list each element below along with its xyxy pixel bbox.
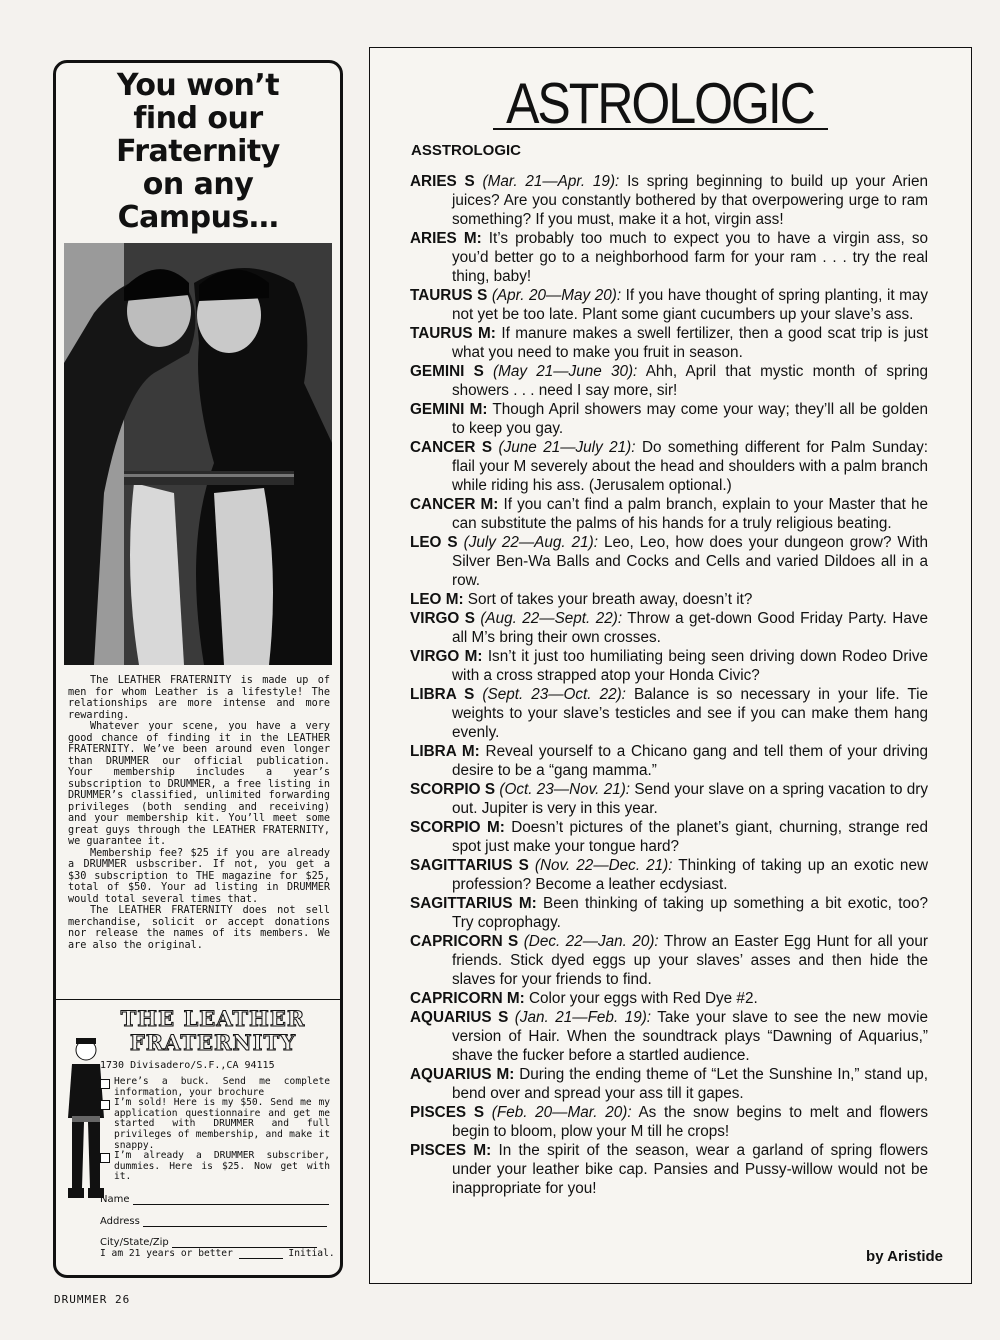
horoscope-entry [410, 989, 928, 1008]
horoscope-entry [410, 856, 928, 894]
entry-text: Take your slave to see the new movie version of Hair. When the soundtrack plays “Dawning of Aquarius,” shave the fucker before a startled audience. [452, 1009, 928, 1064]
sign-label: GEMINI S [410, 363, 484, 380]
date-range: (Oct. 23—Nov. 21): [499, 781, 631, 798]
headline-line: You won’t [116, 68, 280, 103]
sign-label: CAPRICORN S [410, 933, 519, 950]
headline-line: on any [142, 167, 254, 202]
address-label: Address [100, 1216, 140, 1227]
city-line[interactable] [172, 1238, 317, 1248]
headline-line: find our [133, 101, 263, 136]
sign-label: PISCES M: [410, 1142, 492, 1159]
ad-body-text [68, 675, 330, 951]
horoscope-entry [410, 1008, 928, 1065]
fraternity-brand [98, 1007, 328, 1055]
city-label: City/State/Zip [100, 1237, 169, 1248]
headline-line: Fraternity [116, 134, 280, 169]
horoscope-entry [410, 1141, 928, 1198]
entry-text: Isn’t it just too humiliating being seen driving down Rodeo Drive with a cross strapped atop your Honda Civic? [452, 648, 929, 684]
sign-label: SCORPIO S [410, 781, 496, 798]
name-line[interactable] [133, 1195, 329, 1205]
horoscope-entry [410, 742, 928, 780]
horoscope-entry [410, 1103, 928, 1141]
date-range: (Feb. 20—Mar. 20): [491, 1104, 632, 1121]
name-field[interactable] [100, 1194, 329, 1205]
entry-text: Is spring beginning to build up your Arien juices? Are you constantly bothered by that overpowering urge to ram something? If you must, make it a hot, virgin ass! [452, 173, 929, 228]
name-label: Name [100, 1194, 130, 1205]
horoscope-entry [410, 609, 928, 647]
date-range: (Mar. 21—Apr. 19): [482, 173, 620, 190]
horoscope-entry [410, 495, 928, 533]
fraternity-ad [53, 60, 343, 1278]
entry-text: During the ending theme of “Let the Sunshine In,” stand up, bend over and spread your ass till it gapes. [452, 1066, 928, 1102]
sign-label: CANCER M: [410, 496, 499, 513]
date-range: (Apr. 20—May 20): [491, 287, 622, 304]
ad-paragraph: The LEATHER FRATERNITY is made up of men for whom Leather is a lifestyle! The relationships are more intense and more rewarding. [68, 675, 330, 721]
sign-label: LIBRA S [410, 686, 475, 703]
entry-text: It’s probably too much to expect you to have a virgin ass, so you’d better go to a neighborhood farm for your ram . . . try the real thing, baby! [452, 230, 928, 285]
entry-text: Sort of takes your breath away, doesn’t it? [467, 591, 753, 608]
sign-label: GEMINI M: [410, 401, 488, 418]
column-subtitle: ASSTROLOGIC [411, 142, 522, 159]
horoscope-entry [410, 362, 928, 400]
date-range: (July 22—Aug. 21): [463, 534, 598, 551]
option-label: Here’s a buck. Send me complete information, your brochure [114, 1076, 330, 1098]
sign-label: TAURUS S [410, 287, 488, 304]
sign-label: LIBRA M: [410, 743, 480, 760]
sign-label: ARIES M: [410, 230, 482, 247]
sign-label: LEO M: [410, 591, 464, 608]
ad-paragraph: Whatever your scene, you have a very good chance of finding it in the LEATHER FRATERNITY. We’ve been around even longer than DRUMMER our official publication. Your membership includes a year’s subscription to DRUMMER, a free listing in DRUMMER’s classified, unlimited forwarding privileges (both sending and receiving) and your membership kit. You’ll meet some great guys through the LEATHER FRATERNITY, we guarantee it. [68, 721, 330, 847]
entry-text: Send your slave on a spring vacation to dry out. Jupiter is very in this year. [452, 781, 929, 817]
sign-label: SAGITTARIUS M: [410, 895, 537, 912]
option-label: I’m already a DRUMMER subscriber, dummies. Here is $25. Now get with it. [114, 1150, 330, 1183]
astrologic-column [369, 47, 972, 1284]
entry-text: If you have thought of spring planting, it may not yet be too late. Plant some giant cucumbers up your slave’s ass. [452, 287, 929, 323]
city-field[interactable] [100, 1237, 317, 1248]
address-field[interactable] [100, 1216, 327, 1227]
entry-text: Leo, Leo, how does your dungeon grow? With Silver Ben-Wa Balls and Cocks and Cells and varied Dildoes all in a row. [452, 534, 929, 589]
leather-men-photo [64, 243, 332, 665]
date-range: (Jan. 21—Feb. 19): [514, 1009, 652, 1026]
horoscope-entry [410, 533, 928, 590]
horoscope-entry [410, 438, 928, 495]
entry-text: Been thinking of taking up something a bit exotic, too? Try coprophagy. [452, 895, 928, 931]
sign-label: PISCES S [410, 1104, 485, 1121]
option-full-membership[interactable] [100, 1098, 330, 1151]
age-field[interactable] [100, 1248, 335, 1259]
entry-text: As the snow begins to melt and flowers begin to bloom, plow your M till he crops! [452, 1104, 929, 1140]
horoscope-entry [410, 229, 928, 286]
entry-text: If you can’t find a palm branch, explain to your Master that he can substitute the palms of his hands for a truly religious beating. [452, 496, 929, 532]
sign-label: LEO S [410, 534, 458, 551]
address-line[interactable] [143, 1217, 327, 1227]
option-label: I’m sold! Here is my $50. Send me my application questionnaire and get me started with DRUMMER and full privileges of membership, and make it snappy. [114, 1097, 330, 1151]
entry-text: Throw an Easter Egg Hunt for all your friends. Stick dyed eggs up your slaves’ asses and then hide the slaves for your friends to find. [452, 933, 928, 988]
page-footer: DRUMMER 26 [54, 1293, 131, 1306]
horoscope-entry [410, 647, 928, 685]
sign-label: CAPRICORN M: [410, 990, 525, 1007]
sign-label: ARIES S [410, 173, 475, 190]
entry-text: Thinking of taking up an exotic new profession? Become a leather ecdysiast. [452, 857, 928, 893]
date-range: (May 21—June 30): [493, 363, 638, 380]
sign-label: SAGITTARIUS S [410, 857, 529, 874]
date-range: (Dec. 22—Jan. 20): [523, 933, 659, 950]
byline: by Aristide [866, 1248, 943, 1265]
initial-line[interactable] [239, 1249, 283, 1259]
age-statement: I am 21 years or better [100, 1248, 233, 1259]
entry-text: Ahh, April that mystic month of spring showers . . . need I say more, sir! [452, 363, 929, 399]
entry-text: Throw a get-down Good Friday Party. Have all M’s bring their own crosses. [452, 610, 929, 646]
ad-headline [56, 69, 340, 234]
ad-paragraph: The LEATHER FRATERNITY does not sell merchandise, solicit or accept donations nor release the names of its members. We are also the original. [68, 905, 330, 951]
headline-line: Campus… [117, 200, 279, 235]
date-range: (Nov. 22—Dec. 21): [534, 857, 673, 874]
initial-label: Initial. [288, 1248, 335, 1259]
option-subscriber[interactable] [100, 1151, 330, 1183]
horoscope-entry [410, 818, 928, 856]
horoscope-entry [410, 1065, 928, 1103]
entry-text: If manure makes a swell fertilizer, then a good scat trip is just what you need to make you fruit in season. [452, 325, 929, 361]
sign-label: AQUARIUS M: [410, 1066, 515, 1083]
horoscope-entry [410, 685, 928, 742]
entry-text: Reveal yourself to a Chicano gang and tell them of your driving desire to be a “gang mamma.” [452, 743, 928, 779]
horoscope-entry [410, 780, 928, 818]
brand-line: THE LEATHER [120, 1006, 306, 1031]
checkbox[interactable] [100, 1079, 110, 1089]
sign-label: CANCER S [410, 439, 493, 456]
brand-line: FRATERNITY [129, 1030, 297, 1055]
column-title: ASTROLOGIC [506, 71, 814, 136]
horoscope-entries [410, 172, 928, 1198]
option-info[interactable] [100, 1077, 330, 1098]
horoscope-entry [410, 894, 928, 932]
ad-paragraph: Membership fee? $25 if you are already a DRUMMER usbscriber. If not, you get a $30 subscription to THE magazine for $25, total of $50. Your ad listing in DRUMMER would total several times that. [68, 847, 330, 905]
entry-text: Doesn’t pictures of the planet’s giant, churning, strange red spot just make your tongue hard? [452, 819, 928, 855]
sign-label: TAURUS M: [410, 325, 496, 342]
date-range: (Sept. 23—Oct. 22): [482, 686, 626, 703]
horoscope-entry [410, 324, 928, 362]
order-options [100, 1077, 330, 1183]
entry-text: Though April showers may come your way; they’ll all be golden to keep you gay. [452, 401, 928, 437]
sign-label: VIRGO M: [410, 648, 483, 665]
entry-text: Do something different for Palm Sunday: flail your M severely about the head and shoulders with a palm branch while riding his ass. (Jerusalem optional.) [452, 439, 929, 494]
horoscope-entry [410, 590, 928, 609]
date-range: (Aug. 22—Sept. 22): [480, 610, 623, 627]
fraternity-address: 1730 Divisadero/S.F.,CA 94115 [100, 1060, 275, 1071]
horoscope-entry [410, 932, 928, 989]
date-range: (June 21—July 21): [498, 439, 636, 456]
ad-divider [56, 999, 340, 1000]
sign-label: VIRGO S [410, 610, 475, 627]
entry-text: Color your eggs with Red Dye #2. [528, 990, 758, 1007]
entry-text: Balance is so necessary in your life. Tie weights to your slave’s testicles and see if you can make them hang evenly. [452, 686, 929, 741]
horoscope-entry [410, 400, 928, 438]
horoscope-entry [410, 172, 928, 229]
horoscope-entry [410, 286, 928, 324]
checkbox[interactable] [100, 1153, 110, 1163]
title-underline [493, 128, 828, 130]
checkbox[interactable] [100, 1100, 110, 1110]
sign-label: SCORPIO M: [410, 819, 505, 836]
sign-label: AQUARIUS S [410, 1009, 509, 1026]
entry-text: In the spirit of the season, wear a garland of spring flowers under your leather bike cap. Pansies and Pussy-willow would not be inappropriate for you! [452, 1142, 929, 1197]
